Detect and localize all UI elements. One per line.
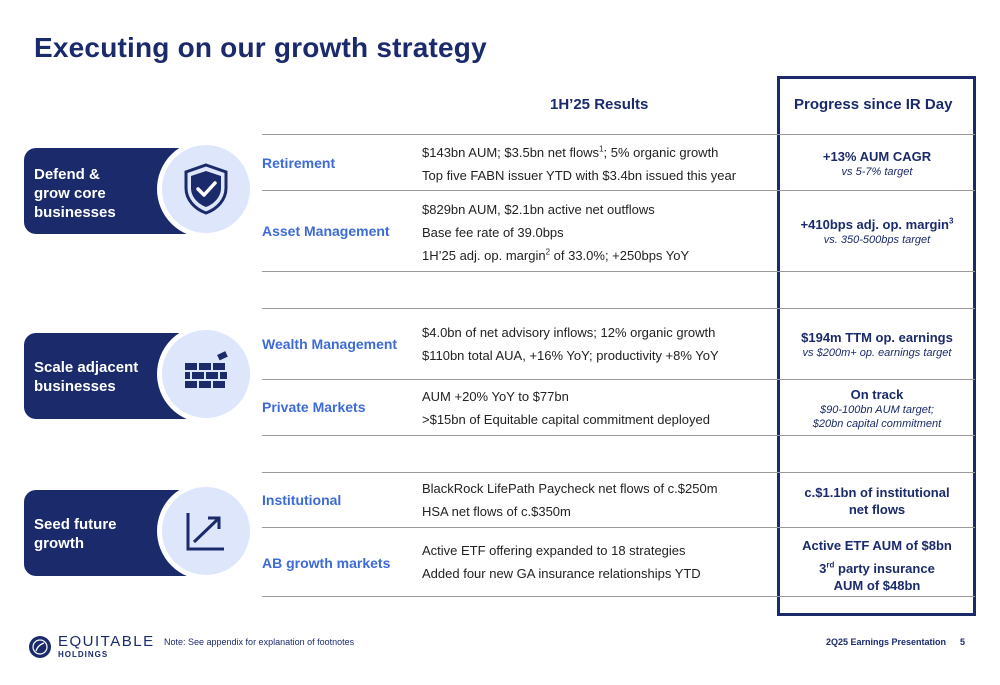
logo-text-holdings: HOLDINGS — [58, 650, 109, 659]
progress-private-markets: On track $90-100bn AUM target; $20bn capital commitment — [812, 387, 942, 430]
equitable-logo-icon — [28, 635, 52, 659]
divider — [262, 190, 975, 191]
row-name-ab-growth-markets: AB growth markets — [262, 555, 391, 571]
page-number: 5 — [960, 637, 966, 647]
row-name-retirement: Retirement — [262, 155, 336, 171]
progress-column-header: Progress since IR Day — [794, 96, 953, 113]
divider — [262, 472, 975, 473]
trend-arrow-icon — [157, 482, 255, 580]
row-name-wealth-management: Wealth Management — [262, 336, 398, 352]
row-name-institutional: Institutional — [262, 492, 342, 508]
equitable-logo — [28, 634, 155, 660]
results-wealth-management: $4.0bn of net advisory inflows; 12% organic growth $110bn total AUA, +16% YoY; productivity +8% YoY — [422, 325, 719, 363]
progress-asset-management: +410bps adj. op. margin$^3$ vs. 350-500bps target — [800, 216, 954, 246]
page-title: Executing on our growth strategy — [34, 32, 487, 63]
row-name-private-markets: Private Markets — [262, 399, 366, 415]
logo-text-equitable: EQUITABLE — [58, 633, 155, 650]
results-private-markets: AUM +20% YoY to $77bn >$15bn of Equitable capital commitment deployed — [422, 389, 710, 427]
divider — [262, 271, 975, 272]
progress-wealth-management: $194m TTM op. earnings vs $200m+ op. earnings target — [801, 330, 953, 359]
progress-retirement: +13% AUM CAGR vs 5-7% target — [822, 149, 932, 178]
pillar-label: Scale adjacent businesses — [34, 359, 139, 395]
brick-wall-icon — [157, 325, 255, 423]
divider — [262, 134, 975, 135]
footnote-note: Note: See appendix for explanation of footnotes — [164, 637, 355, 647]
pillar-label: Seed future growth — [34, 516, 117, 552]
divider — [262, 379, 975, 380]
divider — [262, 308, 975, 309]
results-column-header: 1H’25 Results — [550, 96, 649, 113]
pillar-label: Defend & grow core businesses — [34, 166, 116, 221]
divider — [262, 435, 975, 436]
progress-ab-growth-markets: Active ETF AUM of $8bn 3rd party insurance AUM of $48bn — [802, 538, 952, 593]
results-institutional: BlackRock LifePath Paycheck net flows of c.$250m HSA net flows of c.$350m — [422, 481, 718, 519]
divider — [262, 596, 975, 597]
results-asset-management: $829bn AUM, $2.1bn active net outflows Base fee rate of 39.0bps 1H’25 adj. op. margin$^2$ of 33.0%; +250bps YoY — [422, 202, 690, 263]
results-retirement: $143bn AUM; $3.5bn net flows$^1$; 5% organic growth Top five FABN issuer YTD with $3.4bn issued this year — [422, 144, 737, 183]
row-name-asset-management: Asset Management — [262, 223, 390, 239]
results-ab-growth-markets: Active ETF offering expanded to 18 strategies Added four new GA insurance relationships YTD — [422, 543, 701, 581]
progress-institutional: c.$1.1bn of institutional net flows — [804, 485, 950, 517]
divider — [262, 527, 975, 528]
shield-check-icon — [157, 140, 255, 238]
presentation-name: 2Q25 Earnings Presentation — [826, 637, 947, 647]
